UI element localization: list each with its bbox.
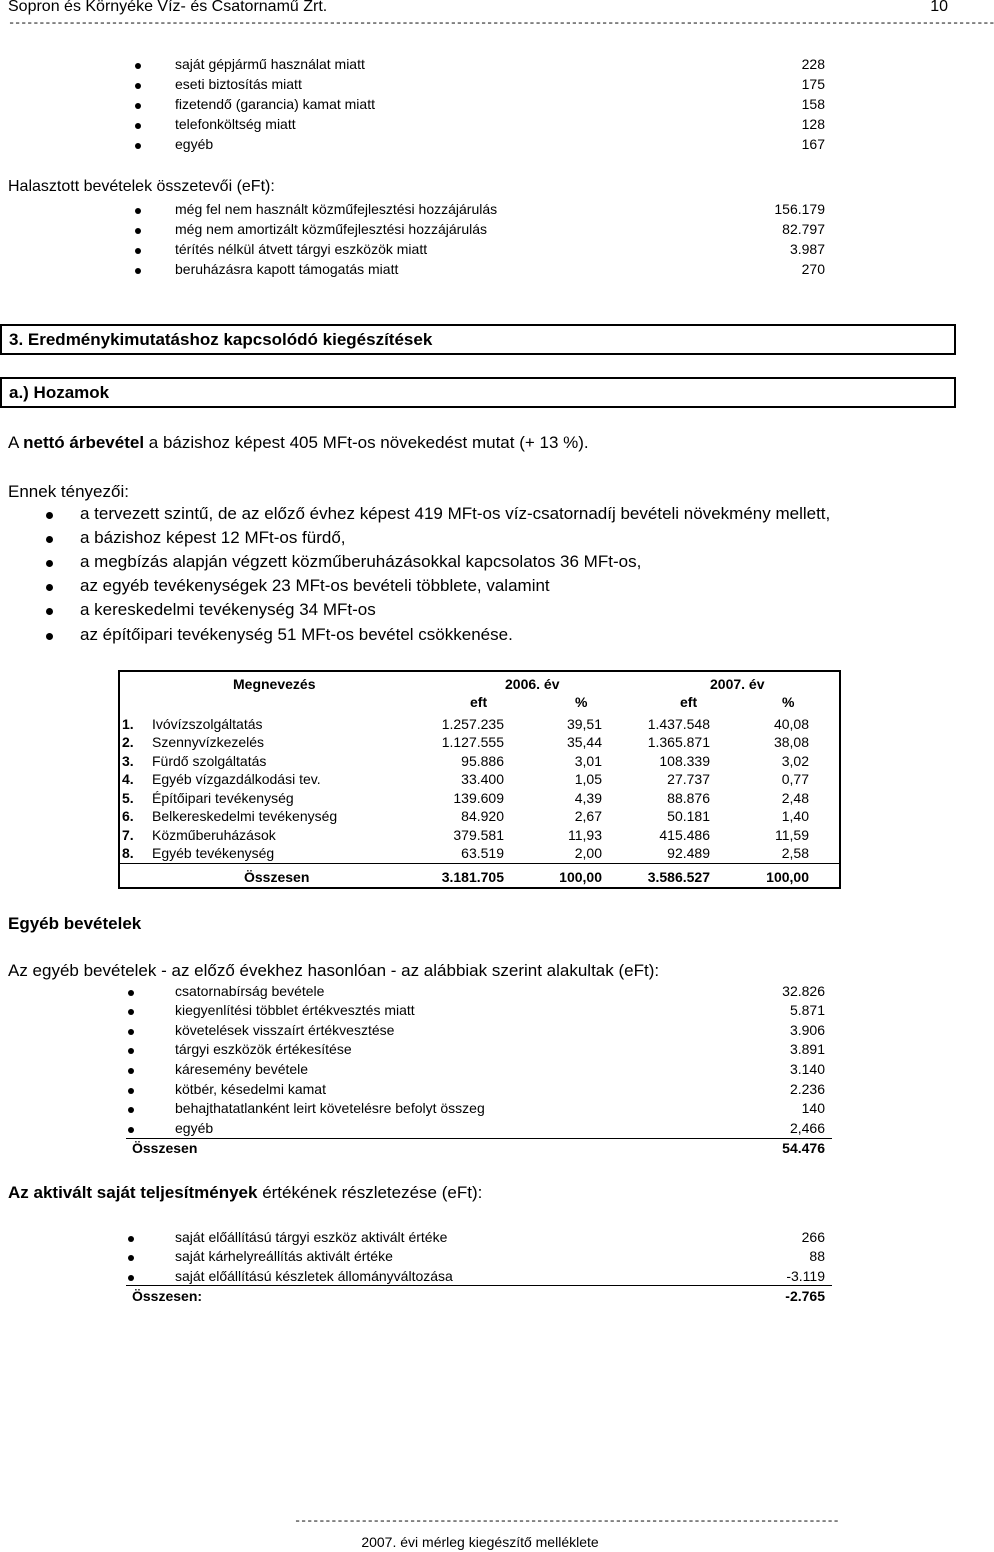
list-item: [0, 1100, 960, 1120]
row-pct-2006: 4,39: [574, 790, 602, 806]
item-label: saját kárhelyreállítás aktivált értéke: [175, 1248, 393, 1264]
item-label: kiegyenlítési többlet értékvesztés miatt: [175, 1002, 415, 1018]
item-value: 266: [801, 1229, 825, 1245]
total-value: -2.765: [785, 1288, 825, 1304]
list-item: [0, 1022, 960, 1042]
row-num: 5.: [122, 790, 134, 806]
bullet-icon: [46, 633, 53, 640]
row-eft-2006: 1.127.555: [441, 734, 504, 750]
item-label: az egyéb tevékenységek 23 MFt-os bevételi többlete, valamint: [80, 576, 550, 595]
page-number: 10: [930, 0, 948, 15]
text-prefix: A: [8, 433, 24, 452]
bullet-icon: [135, 83, 141, 89]
table-row: [120, 771, 839, 789]
other-income-title: Egyéb bevételek: [8, 914, 142, 933]
footer-text: 2007. évi mérleg kiegészítő melléklete: [361, 1534, 599, 1550]
item-label: eseti biztosítás miatt: [175, 76, 302, 92]
activated-title: [8, 1183, 482, 1203]
list-item: [0, 1081, 960, 1101]
col-header-2006: 2006. év: [505, 676, 560, 692]
item-label: a bázishoz képest 12 MFt-os fürdő,: [80, 528, 346, 547]
bullet-icon: [135, 103, 141, 109]
total-pct-2006: 100,00: [559, 869, 602, 885]
list-item: [0, 241, 960, 261]
list-item: [0, 552, 960, 576]
row-pct-2006: 3,01: [574, 753, 602, 769]
row-pct-2007: 2,58: [781, 845, 809, 861]
item-value: 140: [801, 1100, 825, 1116]
row-eft-2007: 88.876: [667, 790, 710, 806]
row-num: 4.: [122, 771, 134, 787]
bullet-icon: [128, 1048, 134, 1054]
other-income-total-divider: [126, 1138, 832, 1139]
row-pct-2006: 2,00: [574, 845, 602, 861]
row-name: Közműberuházások: [152, 827, 276, 843]
row-num: 2.: [122, 734, 134, 750]
item-label: beruházásra kapott támogatás miatt: [175, 261, 399, 277]
item-value: 128: [801, 116, 825, 132]
item-label: saját gépjármű használat miatt: [175, 56, 365, 72]
item-label: a tervezett szintű, de az előző évhez képest 419 MFt-os víz-csatornadíj bevételi növekmény mellett,: [80, 504, 831, 523]
list-item: [0, 116, 960, 136]
list-item: [0, 56, 960, 76]
list-item: [0, 576, 960, 600]
item-value: 270: [801, 261, 825, 277]
row-eft-2006: 84.920: [461, 808, 504, 824]
list-item: [0, 1120, 960, 1140]
deferred-heading: Halasztott bevételek összetevői (eFt):: [8, 178, 275, 195]
row-name: Egyéb vízgazdálkodási tev.: [152, 771, 321, 787]
bullet-icon: [128, 1009, 134, 1015]
total-value: 54.476: [782, 1140, 825, 1156]
total-label: Összesen: [132, 1140, 198, 1156]
text-suffix: a bázishoz képest 405 MFt-os növekedést mutat (+ 13 %).: [144, 433, 589, 452]
row-eft-2007: 50.181: [667, 808, 710, 824]
row-eft-2007: 92.489: [667, 845, 710, 861]
item-value: 5.871: [789, 1002, 825, 1018]
item-value: 3.140: [789, 1061, 825, 1077]
deferred-list: [0, 201, 960, 281]
table-row: [120, 827, 839, 845]
row-name: Egyéb tevékenység: [152, 845, 275, 861]
row-eft-2007: 415.486: [659, 827, 710, 843]
col-header-name: Megnevezés: [233, 676, 316, 692]
list-item: [0, 76, 960, 96]
bullet-icon: [128, 1107, 134, 1113]
list-item: [0, 136, 960, 156]
page-header: [8, 0, 994, 36]
row-pct-2006: 1,05: [574, 771, 602, 787]
row-pct-2006: 39,51: [566, 716, 602, 732]
list-item: [0, 504, 960, 528]
col-header-eft-2006: eft: [470, 694, 488, 710]
company-name: Sopron és Környéke Víz- és Csatornamű Zrt.: [8, 0, 328, 15]
row-num: 6.: [122, 808, 134, 824]
title-rest: értékének részletezése (eFt):: [257, 1183, 483, 1202]
factors-list: [0, 504, 960, 650]
table-row: [120, 734, 839, 752]
top-list: [0, 56, 960, 156]
revenue-table: [118, 670, 841, 889]
list-item: [0, 1002, 960, 1022]
item-label: a kereskedelmi tevékenység 34 MFt-os: [80, 600, 376, 619]
header-divider: -------------------------------------------------------------------------------------------------------------------------------------------------------------------: [8, 16, 994, 30]
item-value: 167: [801, 136, 825, 152]
row-num: 7.: [122, 827, 134, 843]
bullet-icon: [128, 1029, 134, 1035]
list-item: [0, 625, 960, 649]
row-pct-2006: 35,44: [566, 734, 602, 750]
list-item: [0, 600, 960, 624]
table-row: [120, 753, 839, 771]
item-label: saját előállítású tárgyi eszköz aktivált értéke: [175, 1229, 448, 1245]
bullet-icon: [128, 1088, 134, 1094]
row-eft-2007: 1.365.871: [647, 734, 710, 750]
bullet-icon: [135, 63, 141, 69]
bullet-icon: [135, 123, 141, 129]
table-row: [120, 808, 839, 826]
row-pct-2007: 40,08: [773, 716, 809, 732]
bullet-icon: [135, 208, 141, 214]
activated-total-divider: [126, 1285, 832, 1286]
page-footer: [0, 1514, 960, 1550]
item-value: 2.236: [789, 1081, 825, 1097]
list-item: [0, 201, 960, 221]
row-eft-2006: 95.886: [461, 753, 504, 769]
row-num: 8.: [122, 845, 134, 861]
row-name: Belkereskedelmi tevékenység: [152, 808, 338, 824]
item-label: fizetendő (garancia) kamat miatt: [175, 96, 375, 112]
item-label: egyéb: [175, 1120, 214, 1136]
list-item: [0, 983, 960, 1003]
bullet-icon: [46, 560, 53, 567]
item-value: 228: [801, 56, 825, 72]
row-pct-2007: 3,02: [781, 753, 809, 769]
item-label: még fel nem használt közműfejlesztési hozzájárulás: [175, 201, 498, 217]
row-pct-2007: 38,08: [773, 734, 809, 750]
row-eft-2007: 1.437.548: [647, 716, 710, 732]
row-eft-2006: 1.257.235: [441, 716, 504, 732]
row-name: Ivóvízszolgáltatás: [152, 716, 263, 732]
row-pct-2007: 11,59: [775, 827, 809, 843]
total-pct-2007: 100,00: [766, 869, 809, 885]
item-value: 88: [809, 1248, 825, 1264]
table-row: [120, 716, 839, 734]
activated-list: [0, 1229, 960, 1289]
section-3-title-box: [0, 324, 956, 355]
bullet-icon: [128, 1255, 134, 1261]
row-num: 1.: [122, 716, 134, 732]
other-income-total-row: [0, 1140, 960, 1160]
total-eft-2007: 3.586.527: [647, 869, 710, 885]
bullet-icon: [46, 536, 53, 543]
item-label: a megbízás alapján végzett közműberuházásokkal kapcsolatos 36 MFt-os,: [80, 552, 642, 571]
list-item: [0, 1041, 960, 1061]
total-label: Összesen: [244, 869, 310, 885]
other-income-intro: Az egyéb bevételek - az előző évekhez hasonlóan - az alábbiak szerint alakultak (eFt):: [8, 961, 660, 980]
net-revenue-text: [8, 433, 589, 453]
list-item: [0, 1229, 960, 1249]
title-bold: Az aktivált saját teljesítmények: [8, 1183, 258, 1202]
item-label: tárgyi eszközök értékesítése: [175, 1041, 352, 1057]
item-label: az építőipari tevékenység 51 MFt-os bevétel csökkenése.: [80, 625, 513, 644]
bullet-icon: [135, 228, 141, 234]
item-value: 3.891: [789, 1041, 825, 1057]
section-a-title-box: [0, 377, 956, 408]
item-value: 156.179: [774, 201, 825, 217]
factors-heading: Ennek tényezői:: [8, 482, 129, 501]
item-value: 158: [801, 96, 825, 112]
bullet-icon: [128, 1127, 134, 1133]
row-name: Építőipari tevékenység: [152, 790, 294, 806]
row-eft-2007: 108.339: [659, 753, 710, 769]
bullet-icon: [128, 1068, 134, 1074]
bullet-icon: [46, 512, 53, 519]
item-label: behajthatatlanként leirt követelésre befolyt összeg: [175, 1100, 485, 1116]
item-value: -3.119: [786, 1268, 825, 1284]
col-header-eft-2007: eft: [680, 694, 698, 710]
bullet-icon: [135, 268, 141, 274]
activated-total-row: [0, 1288, 960, 1308]
item-value: 3.906: [789, 1022, 825, 1038]
row-pct-2006: 11,93: [568, 827, 602, 843]
item-label: még nem amortizált közműfejlesztési hozzájárulás: [175, 221, 488, 237]
bullet-icon: [128, 990, 134, 996]
item-value: 3.987: [789, 241, 825, 257]
row-eft-2006: 33.400: [461, 771, 504, 787]
item-value: 175: [801, 76, 825, 92]
list-item: [0, 261, 960, 281]
bullet-icon: [135, 143, 141, 149]
list-item: [0, 221, 960, 241]
row-num: 3.: [122, 753, 134, 769]
section-3-title: 3. Eredménykimutatáshoz kapcsolódó kiegészítések: [9, 330, 433, 349]
row-pct-2006: 2,67: [574, 808, 602, 824]
col-header-2007: 2007. év: [710, 676, 765, 692]
item-label: térítés nélkül átvett tárgyi eszközök miatt: [175, 241, 428, 257]
item-label: kötbér, késedelmi kamat: [175, 1081, 326, 1097]
row-pct-2007: 2,48: [781, 790, 809, 806]
col-header-pct-2007: %: [782, 694, 795, 710]
row-eft-2006: 139.609: [453, 790, 504, 806]
total-label: Összesen:: [132, 1288, 203, 1304]
bullet-icon: [135, 248, 141, 254]
list-item: [0, 528, 960, 552]
item-label: egyéb: [175, 136, 214, 152]
row-eft-2006: 63.519: [461, 845, 504, 861]
bullet-icon: [46, 584, 53, 591]
row-eft-2006: 379.581: [453, 827, 504, 843]
section-a-title: a.) Hozamok: [9, 383, 110, 402]
table-row: [120, 790, 839, 808]
list-item: [0, 1248, 960, 1268]
row-pct-2007: 0,77: [781, 771, 809, 787]
row-pct-2007: 1,40: [781, 808, 809, 824]
item-value: 82.797: [782, 221, 825, 237]
row-eft-2007: 27.737: [667, 771, 710, 787]
text-bold: nettó árbevétel: [23, 433, 145, 452]
bullet-icon: [128, 1275, 134, 1281]
item-label: káresemény bevétele: [175, 1061, 309, 1077]
item-label: saját előállítású készletek állományváltozása: [175, 1268, 453, 1284]
item-label: telefonköltség miatt: [175, 116, 296, 132]
item-label: csatornabírság bevétele: [175, 983, 325, 999]
row-name: Szennyvízkezelés: [152, 734, 265, 750]
table-row: [120, 845, 839, 863]
table-total-row: [120, 869, 839, 887]
table-total-divider: [120, 863, 839, 864]
item-label: követelések visszaírt értékvesztése: [175, 1022, 395, 1038]
total-eft-2006: 3.181.705: [441, 869, 504, 885]
item-value: 2,466: [789, 1120, 825, 1136]
bullet-icon: [128, 1236, 134, 1242]
bullet-icon: [46, 608, 53, 615]
col-header-pct-2006: %: [575, 694, 588, 710]
item-value: 32.826: [782, 983, 825, 999]
list-item: [0, 1061, 960, 1081]
row-name: Fürdő szolgáltatás: [152, 753, 267, 769]
other-income-list: [0, 983, 960, 1163]
list-item: [0, 96, 960, 116]
footer-divider: ------------------------------------------------------------------------------------------: [294, 1514, 839, 1528]
